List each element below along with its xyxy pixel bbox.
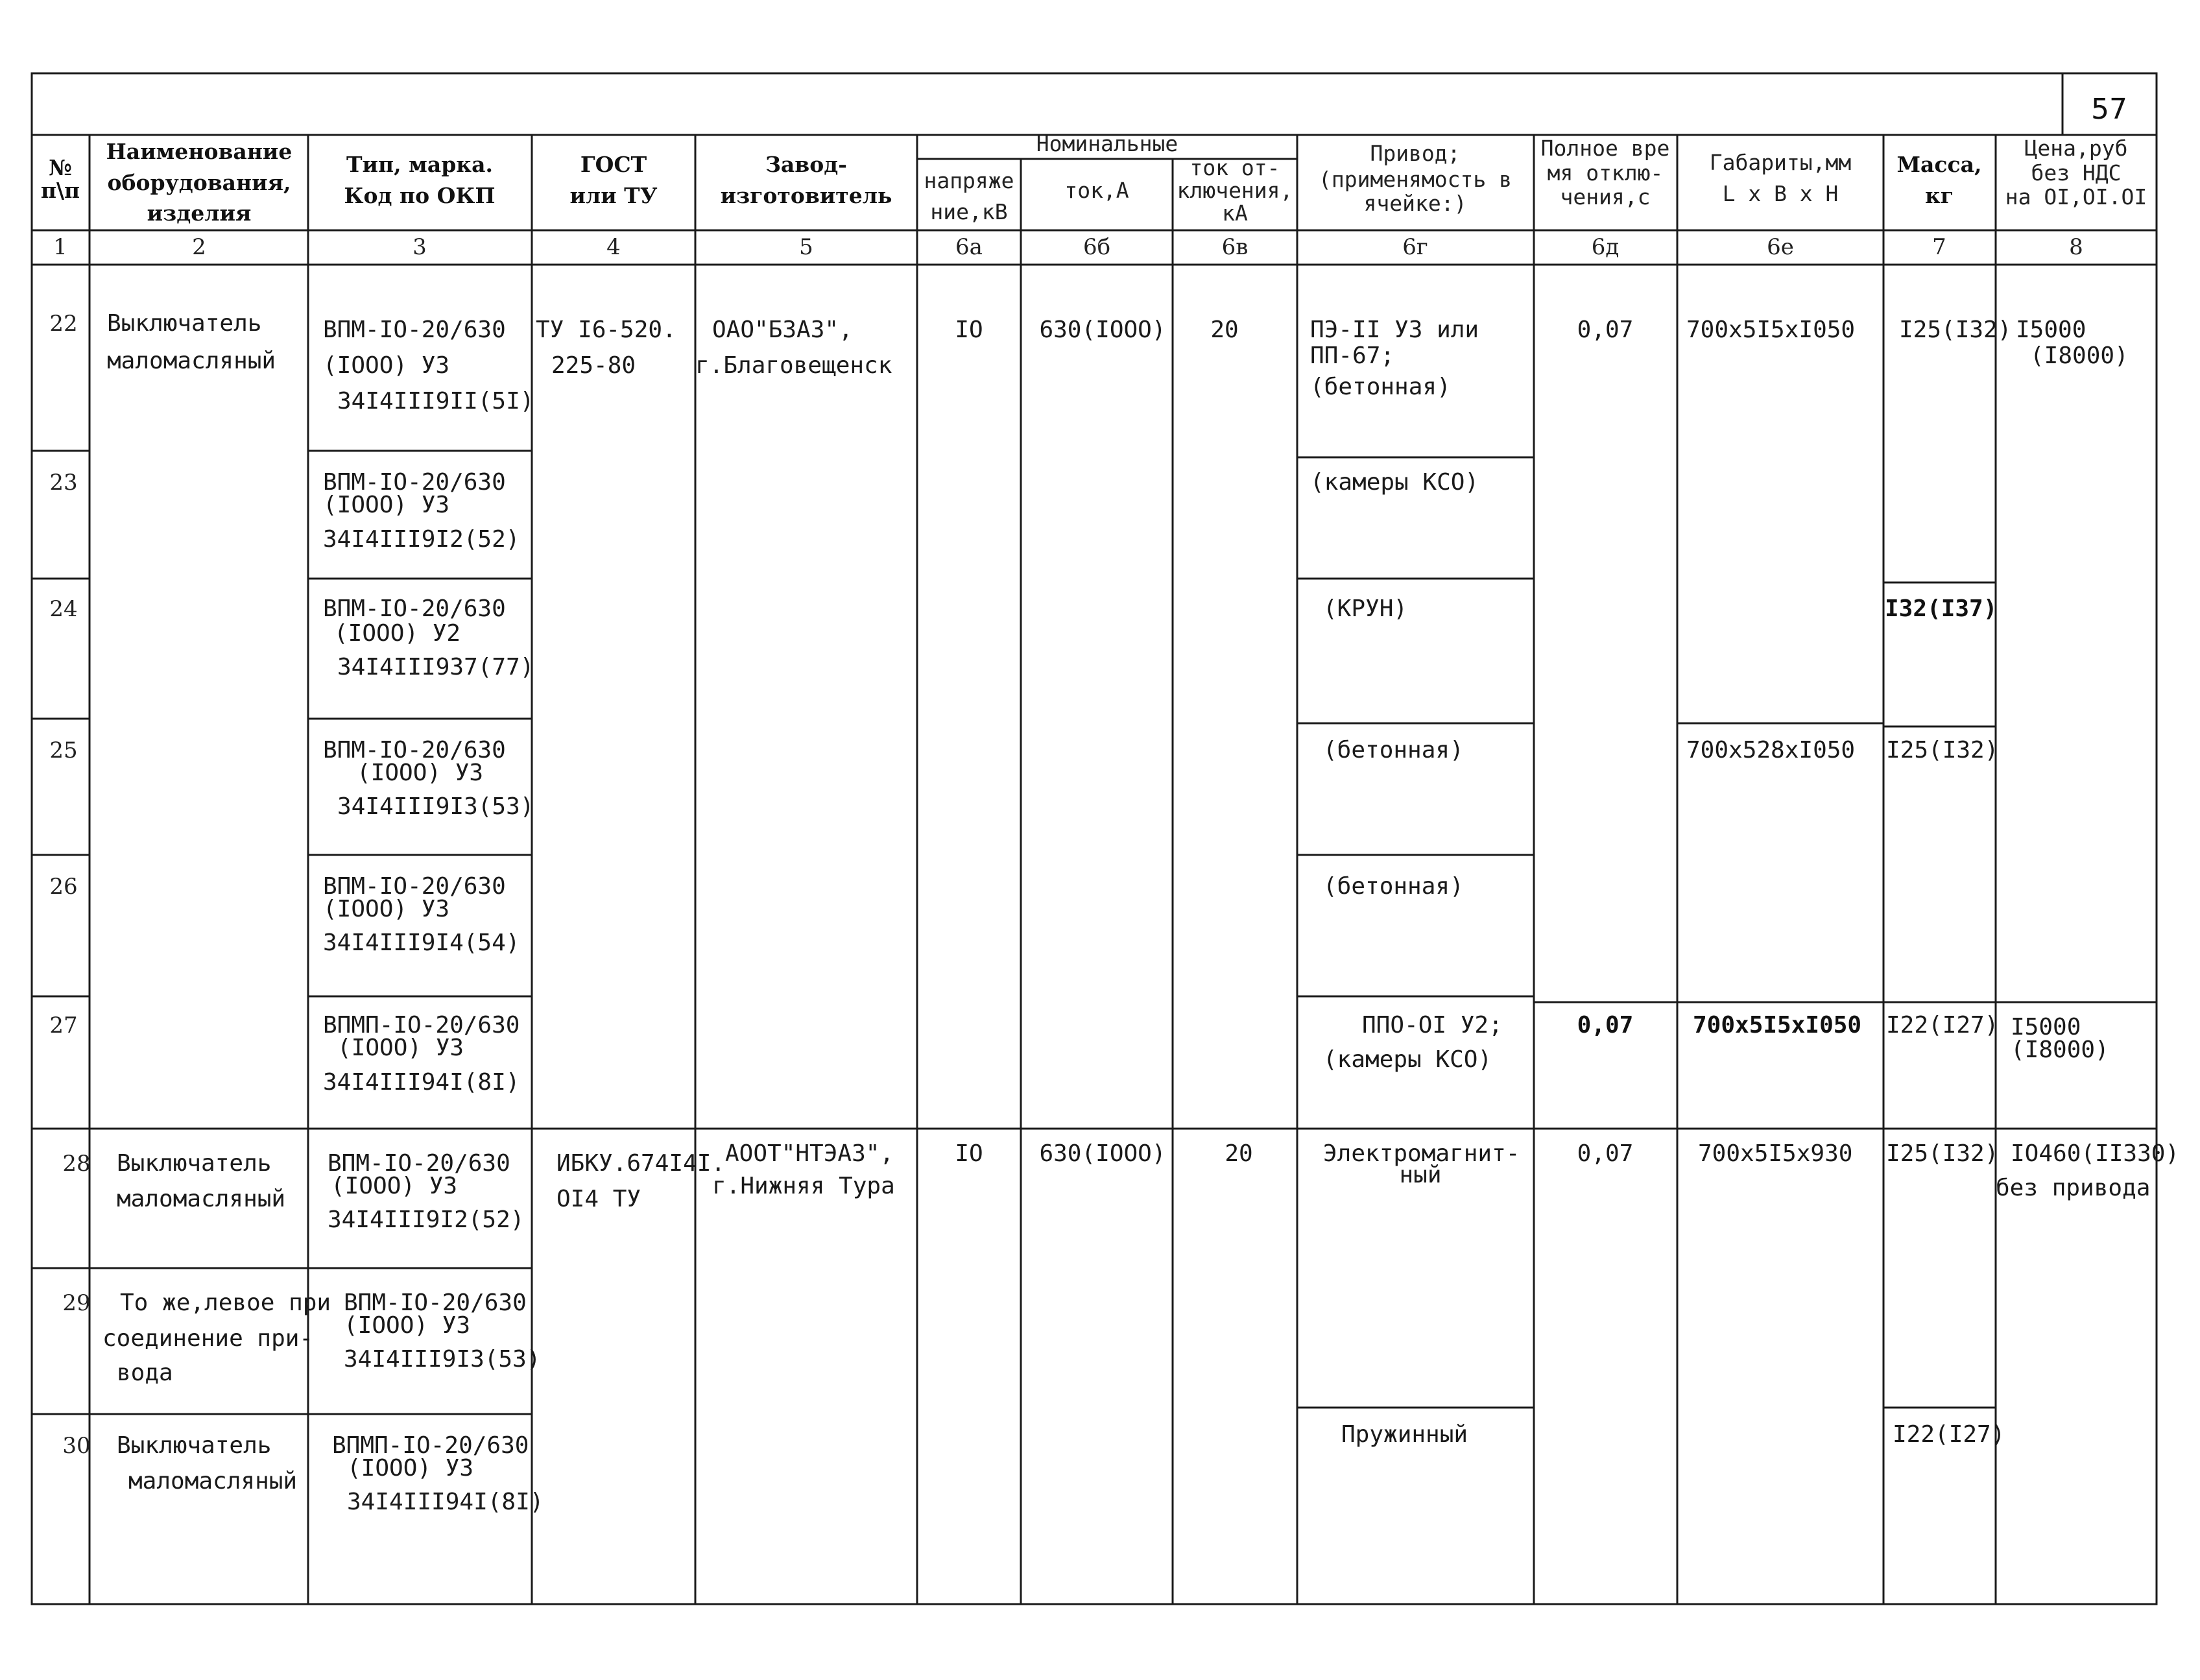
header-breaking-line3: кА <box>1222 200 1248 226</box>
header-time-line1: Полное вре <box>1540 136 1670 161</box>
row-number: 27 <box>49 1013 78 1038</box>
dimensions-value: 700x5I5xI050 <box>1693 1012 1862 1038</box>
header-gost-line1: ГОСТ <box>580 152 647 177</box>
breaking-current-value: 20 <box>1225 1140 1253 1167</box>
type-code: (IOOO) УЗ <box>323 352 450 379</box>
table-header <box>41 131 2147 226</box>
header-price-line3: на OI,OI.OI <box>2005 184 2147 210</box>
header-name-line3: изделия <box>147 200 252 226</box>
drive-type: (камеры КСО) <box>1323 1046 1492 1073</box>
header-type-line2: Код по ОКП <box>344 183 496 208</box>
col-number: 5 <box>799 234 813 260</box>
type-code: (IOOO) УЗ <box>337 1035 464 1061</box>
type-code: ВПМ-IO-20/630 <box>323 317 506 343</box>
equipment-name: Выключатель <box>117 1150 272 1177</box>
header-number-sub: п\п <box>40 178 80 203</box>
drive-type: (бетонная) <box>1323 737 1464 763</box>
col-number: 6б <box>1082 234 1111 260</box>
header-breaking-line1: ток от- <box>1190 155 1280 180</box>
table-row <box>62 1290 540 1386</box>
header-price-line1: Цена,руб <box>2024 136 2128 161</box>
table-row <box>49 1012 2109 1096</box>
voltage-value: IO <box>955 1140 983 1167</box>
mass-value: I32(I37) <box>1885 595 1998 622</box>
equipment-name: маломасляный <box>107 348 276 374</box>
row-number: 25 <box>49 738 78 763</box>
type-code: 34I4III9I2(52) <box>328 1206 525 1233</box>
header-dims-line2: L x B x H <box>1722 181 1839 206</box>
type-code: (IOOO) УЗ <box>347 1455 474 1482</box>
manufacturer: г.Благовещенск <box>695 352 892 379</box>
drive-type: ный <box>1399 1162 1442 1188</box>
type-code: 34I4III94I(8I) <box>323 1069 520 1096</box>
type-code: (IOOO) У2 <box>334 620 461 647</box>
row-number: 24 <box>49 596 78 622</box>
table-row <box>49 469 1479 553</box>
current-value: 630(IOOO) <box>1039 317 1166 343</box>
type-code: (IOOO) УЗ <box>323 896 450 922</box>
price-value: IO460(II330) <box>2011 1140 2180 1167</box>
type-code: ВПМ-IO-20/630 <box>328 1150 510 1177</box>
header-mass-line2: кг <box>1924 183 1954 208</box>
table-row <box>49 873 1463 956</box>
header-gost-line2: или ТУ <box>569 183 658 208</box>
type-code: ВПМ-IO-20/630 <box>323 737 506 763</box>
header-drive-line1: Привод; <box>1370 141 1461 166</box>
outer-frame <box>32 73 2157 1604</box>
price-value: I5000 <box>2011 1014 2081 1040</box>
header-breaking-line2: ключения, <box>1177 178 1293 203</box>
table-row <box>62 1421 2005 1515</box>
gost-spec: ИБКУ.674I4I. <box>556 1150 726 1177</box>
mass-value: I25(I32) <box>1899 317 2012 343</box>
gost-spec: 225-80 <box>551 352 636 379</box>
drive-type: (бетонная) <box>1323 873 1464 900</box>
col-number: 3 <box>413 234 427 260</box>
type-code: ВПМП-IO-20/630 <box>323 1012 520 1038</box>
table-row <box>49 595 1997 680</box>
type-code: 34I4III9II(5I) <box>337 388 534 414</box>
mass-value: I22(I27) <box>1893 1421 2005 1448</box>
row-number: 22 <box>49 311 78 337</box>
type-code: (IOOO) УЗ <box>344 1312 471 1339</box>
equipment-name: маломасляный <box>117 1186 286 1212</box>
col-number: 6в <box>1221 234 1249 260</box>
dimensions-value: 700x5I5x930 <box>1698 1140 1853 1167</box>
equipment-name: Выключатель <box>107 310 262 337</box>
header-voltage-line1: напряже <box>924 168 1014 193</box>
break-time-value: 0,07 <box>1577 1140 1634 1167</box>
header-name-line2: оборудования, <box>107 170 291 195</box>
equipment-name: маломасляный <box>128 1468 298 1494</box>
row-number: 30 <box>62 1433 91 1459</box>
drive-type: Пружинный <box>1341 1421 1468 1448</box>
table-grid <box>32 73 2157 1604</box>
drive-type: ППО-OI У2; <box>1362 1012 1503 1038</box>
type-code: (IOOO) УЗ <box>323 492 450 518</box>
header-type-line1: Тип, марка. <box>346 152 493 177</box>
col-number: 4 <box>606 234 621 260</box>
row-number: 23 <box>49 470 78 496</box>
header-current: ток,А <box>1064 178 1129 203</box>
table-row <box>49 737 1998 820</box>
header-number: № <box>49 155 72 180</box>
break-time-value: 0,07 <box>1577 317 1634 343</box>
column-number-row <box>53 234 2083 260</box>
row-number: 28 <box>62 1151 91 1177</box>
header-name-line1: Наименование <box>106 139 293 164</box>
col-number: 1 <box>53 234 67 260</box>
drive-type: (КРУН) <box>1323 595 1408 622</box>
header-plant-line2: изготовитель <box>720 183 892 208</box>
type-code: ВПМ-IO-20/630 <box>323 595 506 622</box>
row-number: 29 <box>62 1290 91 1316</box>
price-value: (I8000) <box>2011 1037 2109 1063</box>
type-code: 34I4III9I3(53) <box>337 793 534 820</box>
col-number: 6г <box>1402 234 1428 260</box>
header-dims-line1: Габариты,мм <box>1709 150 1852 175</box>
header-time-line3: чения,с <box>1560 184 1651 210</box>
type-code: 34I4III9I3(53) <box>344 1346 541 1373</box>
row-number: 26 <box>49 874 78 900</box>
dimensions-value: 700x5I5xI050 <box>1686 317 1856 343</box>
breaking-current-value: 20 <box>1210 317 1239 343</box>
header-mass-line1: Масса, <box>1896 152 1982 177</box>
price-value: без привода <box>1996 1175 2151 1201</box>
mass-value: I22(I27) <box>1886 1012 1999 1038</box>
col-number: 2 <box>192 234 206 260</box>
break-time-value: 0,07 <box>1577 1012 1634 1038</box>
type-code: (IOOO) УЗ <box>331 1173 458 1199</box>
equipment-name: соединение при- <box>102 1325 314 1352</box>
drive-type: Электромагнит- <box>1323 1140 1520 1167</box>
type-code: 34I4III94I(8I) <box>347 1489 544 1515</box>
col-number: 6а <box>955 234 983 260</box>
type-code: ВПМП-IO-20/630 <box>332 1432 529 1459</box>
page-number: 57 <box>2091 93 2127 126</box>
dimensions-value: 700x528xI050 <box>1686 737 1856 763</box>
type-code: ВПМ-IO-20/630 <box>323 469 506 496</box>
manufacturer: г.Нижняя Тура <box>712 1173 895 1199</box>
type-code: 34I4III9I4(54) <box>323 930 520 956</box>
gost-spec: OI4 ТУ <box>556 1186 641 1212</box>
equipment-name: То же,левое при <box>120 1290 331 1316</box>
price-value: (I8000) <box>2030 342 2129 369</box>
header-price-line2: без НДС <box>2031 160 2122 186</box>
header-drive-line2: (применямость в <box>1318 167 1513 192</box>
current-value: 630(IOOO) <box>1039 1140 1166 1167</box>
header-nominal-group: Номинальные <box>1036 131 1178 156</box>
header-plant-line1: Завод- <box>765 152 847 177</box>
type-code: ВПМ-IO-20/630 <box>323 873 506 900</box>
header-time-line2: мя отклю- <box>1547 160 1664 186</box>
table-row <box>49 310 2128 414</box>
type-code: 34I4III937(77) <box>337 654 534 680</box>
type-code: 34I4III9I2(52) <box>323 526 520 553</box>
voltage-value: IO <box>955 317 983 343</box>
drive-type: ПП-67; <box>1310 342 1395 369</box>
gost-spec: ТУ I6-520. <box>536 317 676 343</box>
mass-value: I25(I32) <box>1886 1140 1999 1167</box>
price-value: I5000 <box>2016 317 2086 343</box>
col-number: 6д <box>1591 234 1620 260</box>
equipment-name: Выключатель <box>117 1432 272 1459</box>
col-number: 8 <box>2069 234 2083 260</box>
manufacturer: ОАО"БЗАЗ", <box>712 317 853 343</box>
header-voltage-line2: ние,кВ <box>930 199 1008 224</box>
col-number: 7 <box>1932 234 1946 260</box>
manufacturer: АООТ"НТЭАЗ", <box>725 1140 894 1167</box>
drive-type: (камеры КСО) <box>1310 469 1479 496</box>
type-code: (IOOO) УЗ <box>357 760 484 786</box>
table-row <box>62 1140 2179 1233</box>
drive-type: (бетонная) <box>1310 374 1451 400</box>
col-number: 6е <box>1767 234 1794 260</box>
mass-value: I25(I32) <box>1886 737 1999 763</box>
type-code: ВПМ-IO-20/630 <box>344 1290 527 1316</box>
equipment-name: вода <box>117 1360 173 1386</box>
header-drive-line3: ячейке:) <box>1363 191 1467 216</box>
drive-type: ПЭ-II УЗ или <box>1310 317 1479 343</box>
